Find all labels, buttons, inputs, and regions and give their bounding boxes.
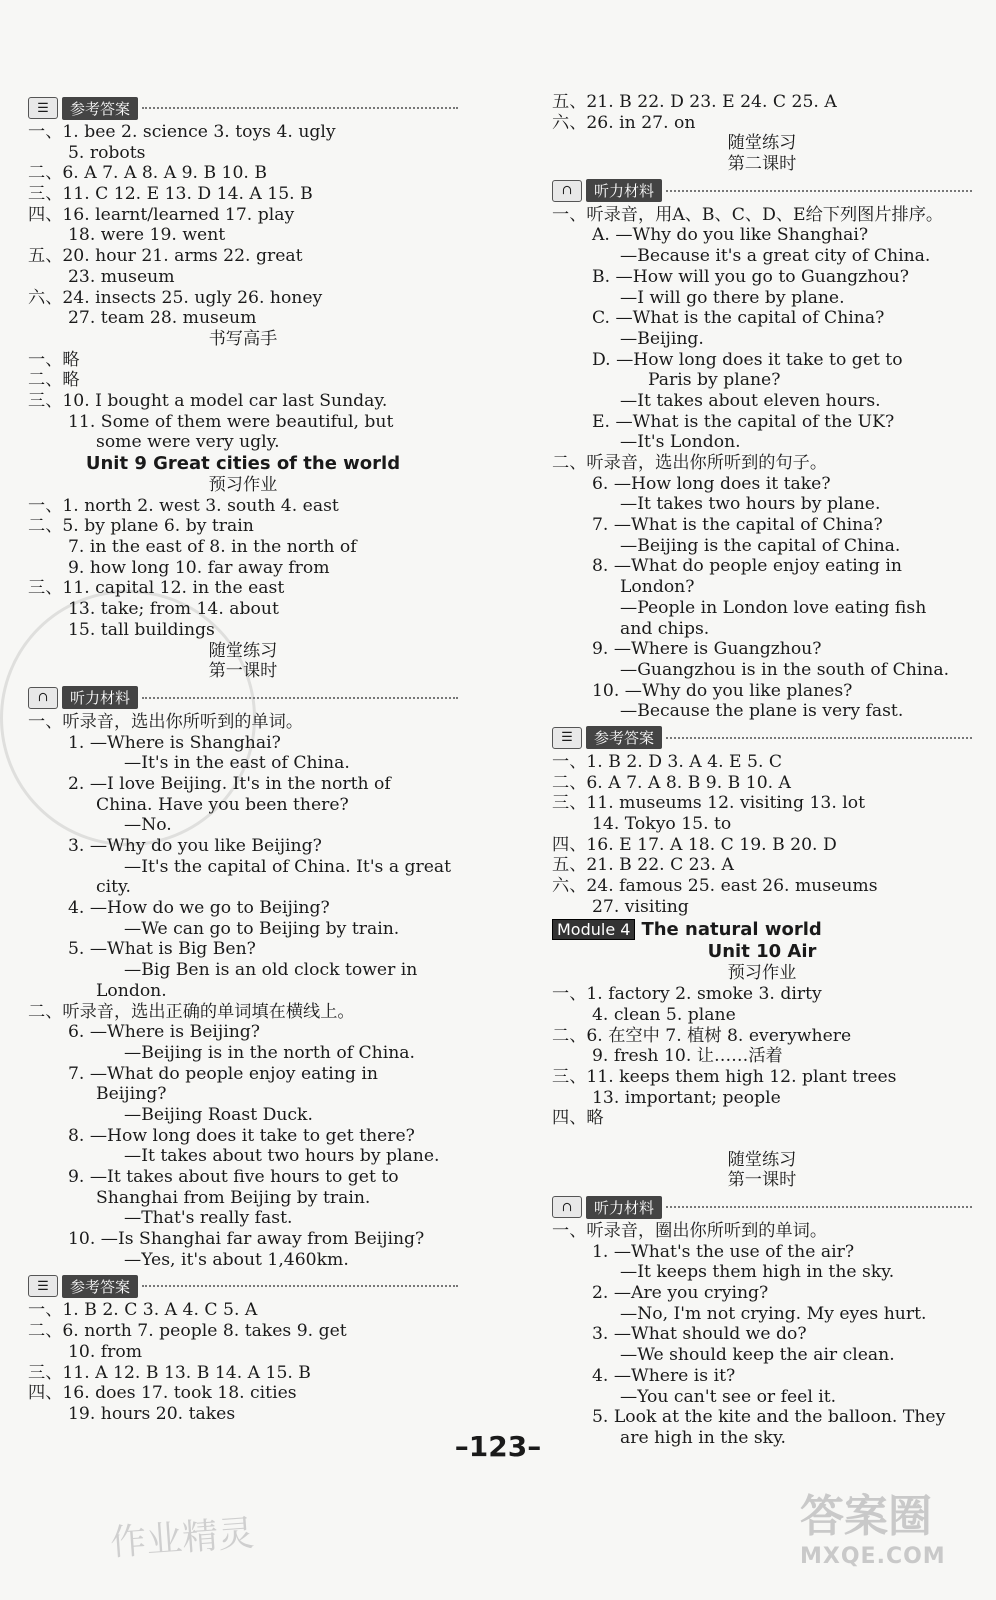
answer-line: 11. Some of them were beautiful, but bbox=[68, 411, 394, 432]
answer-line: 7. —What do people enjoy eating in bbox=[68, 1063, 378, 1084]
answer-line: 四、16. does 17. took 18. cities bbox=[28, 1383, 297, 1404]
answer-line: 一、听录音，选出你所听到的单词。 bbox=[28, 711, 304, 732]
answer-line: —Because it's a great city of China. bbox=[620, 246, 931, 267]
answer-line: 23. museum bbox=[68, 266, 175, 287]
module-tag: Module 4 bbox=[552, 919, 635, 940]
answer-line: 7. in the east of 8. in the north of bbox=[68, 537, 357, 558]
answer-line: —It's the capital of China. It's a great bbox=[124, 856, 452, 877]
dotted-rule bbox=[142, 697, 458, 699]
answer-line: 三、11. C 12. E 13. D 14. A 15. B bbox=[28, 184, 313, 205]
answer-line: 8. —What do people enjoy eating in bbox=[592, 556, 902, 577]
answer-line: 六、24. insects 25. ugly 26. honey bbox=[28, 287, 323, 308]
answer-line: and chips. bbox=[620, 618, 710, 639]
answer-line: 六、24. famous 25. east 26. museums bbox=[552, 876, 878, 897]
answer-line: 5. —What is Big Ben? bbox=[68, 939, 256, 960]
answer-line: 二、6. A 7. A 8. B 9. B 10. A bbox=[552, 772, 791, 793]
answer-line: 6. —How long does it take? bbox=[592, 473, 831, 494]
answer-line: —Beijing is the capital of China. bbox=[620, 535, 901, 556]
answer-line: 2. —I love Beijing. It's in the north of bbox=[68, 773, 391, 794]
answer-line: London. bbox=[96, 980, 167, 1001]
answer-line: 7. —What is the capital of China? bbox=[592, 515, 883, 536]
answer-line: 27. team 28. museum bbox=[68, 308, 257, 329]
section-subtitle: 随堂练习 bbox=[727, 133, 797, 154]
answer-line: —It keeps them high in the sky. bbox=[620, 1262, 895, 1283]
answer-line: 二、6. north 7. people 8. takes 9. get bbox=[28, 1321, 347, 1342]
list-icon: ☰ bbox=[28, 1275, 58, 1297]
section-header bbox=[28, 96, 458, 120]
headphones-icon: ∩ bbox=[552, 180, 582, 202]
module-title: The natural world bbox=[641, 918, 822, 940]
answer-line: 一、1. B 2. C 3. A 4. C 5. A bbox=[28, 1300, 258, 1321]
watermark-right-url: MXQE.COM bbox=[800, 1544, 946, 1569]
answer-line: —Beijing. bbox=[620, 328, 704, 349]
answer-line: 1. —What's the use of the air? bbox=[592, 1241, 855, 1262]
answer-line: Paris by plane? bbox=[648, 370, 781, 391]
answer-line: 三、10. I bought a model car last Sunday. bbox=[28, 390, 388, 411]
section-subtitle: 随堂练习 bbox=[727, 1149, 797, 1170]
answer-line: 三、11. keeps them high 12. plant trees bbox=[552, 1066, 897, 1087]
answer-line: 9. how long 10. far away from bbox=[68, 557, 330, 578]
section-header bbox=[28, 686, 458, 710]
answer-line: 6. —Where is Beijing? bbox=[68, 1022, 260, 1043]
answer-line: —I will go there by plane. bbox=[620, 287, 845, 308]
dotted-rule bbox=[142, 107, 458, 109]
answer-line: 4. —Where is it? bbox=[592, 1365, 736, 1386]
headphones-icon: ∩ bbox=[28, 687, 58, 709]
answer-line: C. —What is the capital of China? bbox=[592, 308, 885, 329]
list-icon: ☰ bbox=[28, 97, 58, 119]
answer-line: —Because the plane is very fast. bbox=[620, 701, 904, 722]
watermark-right-title: 答案圈 bbox=[800, 1491, 932, 1542]
answer-line: Shanghai from Beijing by train. bbox=[96, 1187, 371, 1208]
answer-line: 二、6. 在空中 7. 植树 8. everywhere bbox=[552, 1025, 852, 1046]
answer-line: London? bbox=[620, 577, 695, 598]
answer-line: 8. —How long does it take to get there? bbox=[68, 1125, 415, 1146]
answer-line: 二、6. A 7. A 8. A 9. B 10. B bbox=[28, 163, 267, 184]
answer-line: 二、略 bbox=[28, 370, 80, 391]
answer-line: A. —Why do you like Shanghai? bbox=[592, 225, 869, 246]
list-icon: ☰ bbox=[552, 727, 582, 749]
answer-line: 一、1. factory 2. smoke 3. dirty bbox=[552, 984, 822, 1005]
answer-line: 27. visiting bbox=[592, 896, 689, 917]
answer-line: 13. important; people bbox=[592, 1087, 781, 1108]
answer-line: D. —How long does it take to get to bbox=[592, 349, 903, 370]
answer-line: 四、16. learnt/learned 17. play bbox=[28, 204, 295, 225]
answer-line: 10. from bbox=[68, 1341, 143, 1362]
section-subtitle: 第一课时 bbox=[727, 1170, 797, 1191]
answer-line: 14. Tokyo 15. to bbox=[592, 814, 732, 834]
answer-line: —That's really fast. bbox=[124, 1208, 293, 1229]
answer-line: 4. —How do we go to Beijing? bbox=[68, 898, 330, 919]
answer-line: —People in London love eating fish bbox=[620, 597, 927, 618]
answer-line: city. bbox=[96, 877, 131, 898]
section-header-label: 参考答案 bbox=[62, 97, 138, 120]
answer-line: 1. —Where is Shanghai? bbox=[68, 732, 281, 753]
section-header-label: 参考答案 bbox=[586, 726, 662, 749]
answer-line: 2. —Are you crying? bbox=[592, 1283, 769, 1304]
answer-line: —You can't see or feel it. bbox=[620, 1386, 837, 1407]
section-header-label: 听力材料 bbox=[586, 1196, 662, 1219]
answer-line: 三、11. capital 12. in the east bbox=[28, 578, 285, 599]
answer-line: —Guangzhou is in the south of China. bbox=[620, 659, 950, 680]
answer-line: —It takes about eleven hours. bbox=[620, 390, 881, 411]
answer-line: some were very ugly. bbox=[96, 432, 280, 453]
answer-line: 一、1. B 2. D 3. A 4. E 5. C bbox=[552, 751, 783, 772]
answer-line: 10. —Why do you like planes? bbox=[592, 680, 853, 701]
section-header-label: 听力材料 bbox=[586, 179, 662, 202]
answer-line: 19. hours 20. takes bbox=[68, 1403, 236, 1424]
answer-line: 一、听录音，圈出你所听到的单词。 bbox=[552, 1221, 828, 1241]
answer-line: 三、11. museums 12. visiting 13. lot bbox=[552, 793, 865, 814]
section-subtitle: 第二课时 bbox=[727, 154, 797, 175]
answer-line: 二、听录音，选出你所听到的句子。 bbox=[552, 453, 828, 473]
answer-line: 二、5. by plane 6. by train bbox=[28, 516, 254, 537]
answer-line: —No, I'm not crying. My eyes hurt. bbox=[620, 1303, 927, 1324]
answer-line: 四、略 bbox=[552, 1108, 604, 1129]
unit-title: Unit 10 Air bbox=[707, 941, 817, 963]
answer-line: —It takes about two hours by plane. bbox=[124, 1146, 440, 1167]
answer-line: 5. Look at the kite and the balloon. They bbox=[592, 1407, 946, 1428]
answer-line: B. —How will you go to Guangzhou? bbox=[592, 266, 909, 287]
answer-line: 3. —Why do you like Beijing? bbox=[68, 836, 322, 856]
answer-line: 二、听录音，选出正确的单词填在横线上。 bbox=[28, 1001, 355, 1022]
answer-line: —It takes two hours by plane. bbox=[620, 494, 881, 515]
answer-line: —Big Ben is an old clock tower in bbox=[124, 960, 418, 981]
section-header bbox=[28, 1274, 458, 1298]
answer-line: 9. fresh 10. 让……活着 bbox=[592, 1046, 783, 1067]
dotted-rule bbox=[142, 1285, 458, 1287]
dotted-rule bbox=[666, 1206, 972, 1208]
answer-line: —We can go to Beijing by train. bbox=[124, 918, 400, 939]
section-subtitle: 随堂练习 bbox=[208, 640, 278, 661]
section-subtitle: 预习作业 bbox=[727, 963, 797, 984]
answer-line: are high in the sky. bbox=[620, 1427, 786, 1448]
section-subtitle: 书写高手 bbox=[208, 328, 278, 349]
answer-line: 9. —It takes about five hours to get to bbox=[68, 1167, 399, 1187]
section-header bbox=[552, 726, 972, 750]
spacer bbox=[552, 1129, 972, 1150]
answer-line: 4. clean 5. plane bbox=[592, 1004, 736, 1025]
answer-line: 一、听录音，用A、B、C、D、E给下列图片排序。 bbox=[552, 204, 944, 225]
answer-line: 15. tall buildings bbox=[68, 619, 215, 640]
section-header-label: 听力材料 bbox=[62, 686, 138, 709]
watermark-right bbox=[800, 1480, 980, 1590]
answer-line: 三、11. A 12. B 13. B 14. A 15. B bbox=[28, 1362, 311, 1383]
answer-line: 五、21. B 22. D 23. E 24. C 25. A bbox=[552, 92, 837, 112]
answer-line: —Beijing Roast Duck. bbox=[124, 1104, 313, 1125]
answer-line: 5. robots bbox=[68, 142, 146, 163]
module-heading bbox=[552, 917, 972, 941]
answer-line: —It's in the east of China. bbox=[124, 753, 350, 774]
answer-line: 五、21. B 22. C 23. A bbox=[552, 855, 734, 876]
answer-line: 四、16. E 17. A 18. C 19. B 20. D bbox=[552, 834, 837, 855]
answer-line: 六、26. in 27. on bbox=[552, 112, 696, 133]
answer-line: —It's London. bbox=[620, 432, 741, 453]
right-column bbox=[552, 92, 972, 1449]
answer-line: 五、20. hour 21. arms 22. great bbox=[28, 246, 303, 267]
answer-line: Beijing? bbox=[96, 1084, 167, 1105]
page-number: –123– bbox=[454, 1430, 542, 1463]
answer-line: —We should keep the air clean. bbox=[620, 1345, 895, 1366]
section-header-label: 参考答案 bbox=[62, 1275, 138, 1298]
answer-line: —Yes, it's about 1,460km. bbox=[124, 1249, 349, 1270]
dotted-rule bbox=[666, 190, 972, 192]
left-column bbox=[28, 92, 458, 1425]
answer-line: 一、略 bbox=[28, 349, 80, 370]
answer-line: 13. take; from 14. about bbox=[68, 599, 279, 620]
headphones-icon: ∩ bbox=[552, 1196, 582, 1218]
answer-line: 一、1. north 2. west 3. south 4. east bbox=[28, 495, 339, 516]
section-subtitle: 第一课时 bbox=[208, 661, 278, 682]
section-subtitle: 预习作业 bbox=[208, 475, 278, 495]
answer-line: 18. were 19. went bbox=[68, 225, 226, 246]
answer-line: 一、1. bee 2. science 3. toys 4. ugly bbox=[28, 122, 336, 142]
dotted-rule bbox=[666, 737, 972, 739]
answer-line: —No. bbox=[124, 815, 172, 836]
section-header bbox=[552, 179, 972, 203]
answer-line: E. —What is the capital of the UK? bbox=[592, 411, 895, 432]
answer-line: 3. —What should we do? bbox=[592, 1324, 807, 1345]
watermark-left: 作业精灵 bbox=[108, 1513, 256, 1564]
answer-line: 9. —Where is Guangzhou? bbox=[592, 639, 822, 660]
unit-title: Unit 9 Great cities of the world bbox=[85, 453, 401, 474]
answer-line: China. Have you been there? bbox=[96, 794, 349, 815]
section-header bbox=[552, 1195, 972, 1219]
answer-line: 10. —Is Shanghai far away from Beijing? bbox=[68, 1229, 425, 1250]
answer-line: —Beijing is in the north of China. bbox=[124, 1042, 416, 1063]
